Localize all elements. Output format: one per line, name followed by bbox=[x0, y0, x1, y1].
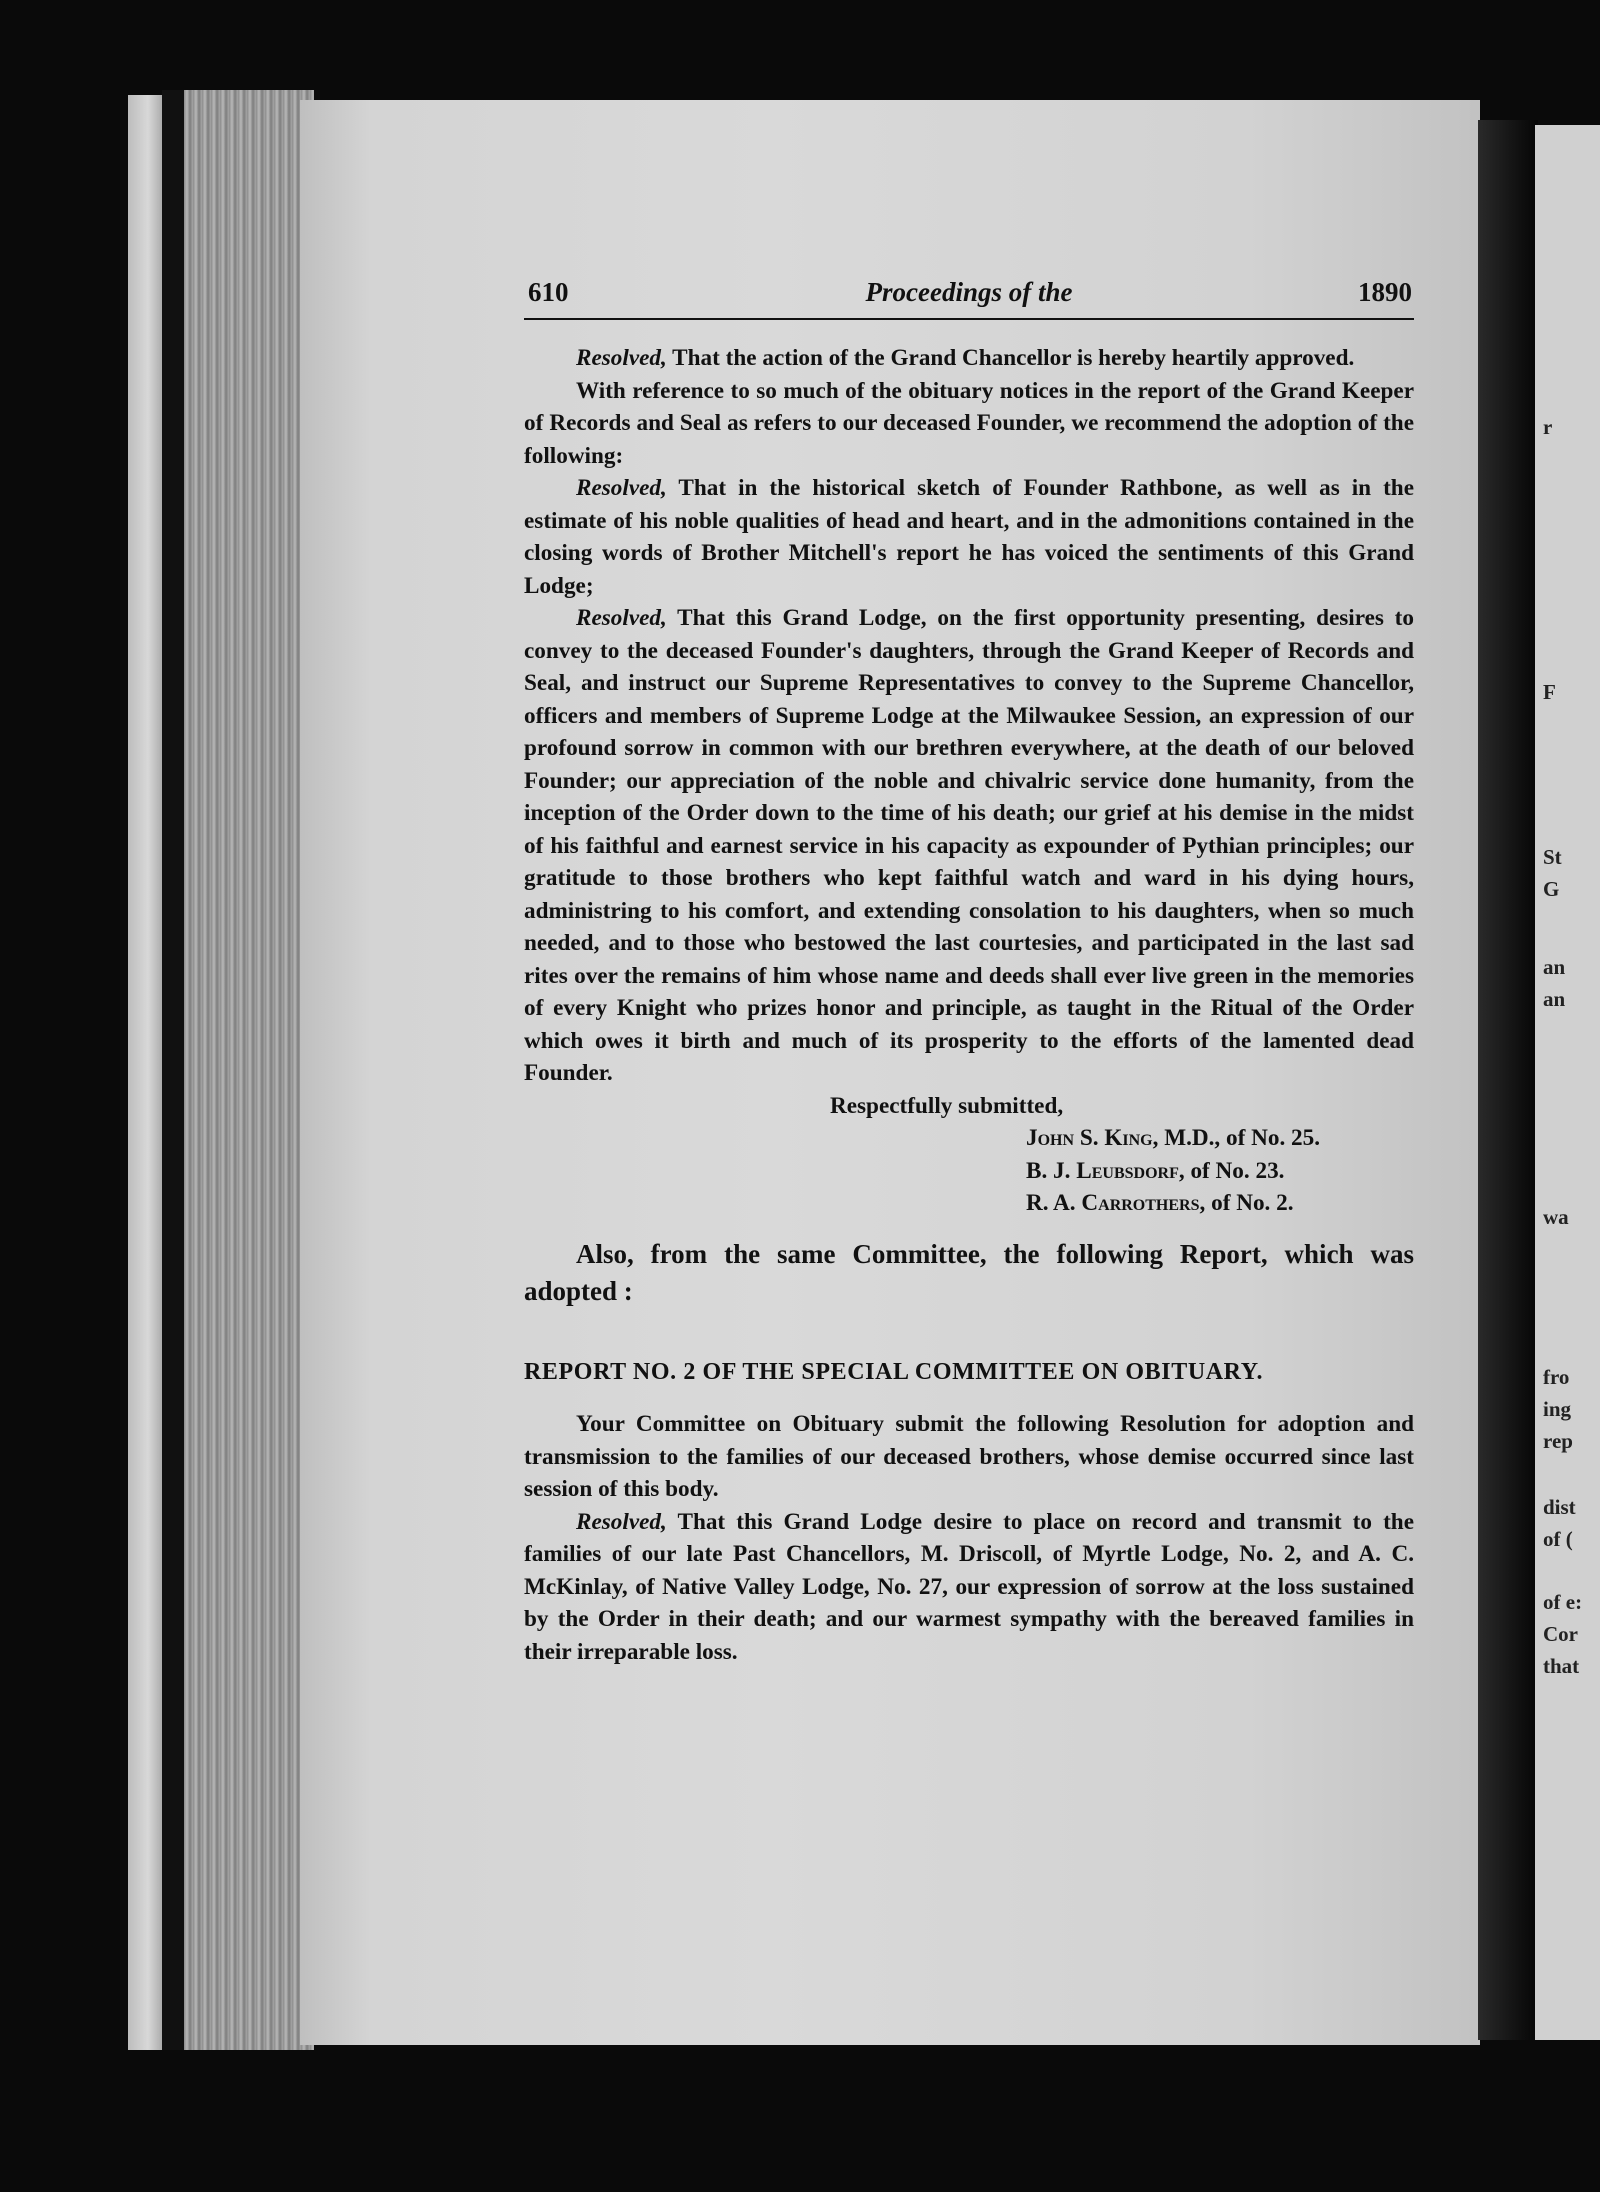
facing-page-fragment: an bbox=[1543, 987, 1566, 1011]
facing-page-fragment: of ( bbox=[1543, 1527, 1573, 1551]
page-year: 1890 bbox=[1358, 277, 1412, 307]
resolution-paragraph bbox=[524, 472, 1414, 602]
header-rule bbox=[524, 318, 1414, 320]
resolved-label: Resolved, bbox=[576, 475, 667, 501]
page-stack bbox=[184, 90, 314, 2050]
facing-page-fragment: F bbox=[1543, 680, 1556, 704]
intro-paragraph: Also, from the same Committee, the following Report, which was adopted : bbox=[524, 1238, 1414, 1306]
facing-page-fragment: Cor bbox=[1543, 1622, 1578, 1646]
submitted-line: Respectfully submitted, bbox=[830, 1092, 1064, 1119]
paragraph-text: With reference to so much of the obituary notices in the report of the Grand Keeper of Records and Seal as refers to our deceased Founder, we recommend the adoption of the following: bbox=[524, 377, 1414, 469]
facing-page-fragment: ing bbox=[1543, 1397, 1572, 1421]
resolution-paragraph bbox=[524, 342, 1414, 375]
resolution-paragraph bbox=[524, 1506, 1414, 1669]
signature-line bbox=[524, 1187, 1414, 1220]
facing-page-fragment: G bbox=[1543, 877, 1560, 901]
paragraph-text: Your Committee on Obituary submit the following Resolution for adoption and transmission to the families of our deceased brothers, whose demise occurred since last session of this body. bbox=[524, 1411, 1414, 1502]
resolved-label: Resolved, bbox=[576, 605, 667, 631]
paragraph bbox=[524, 375, 1414, 473]
facing-page-fragment: rep bbox=[1543, 1429, 1573, 1453]
signatory-suffix: , of No. 2. bbox=[1199, 1190, 1294, 1216]
paragraph bbox=[524, 1408, 1414, 1506]
signatory-suffix: , M.D., of No. 25. bbox=[1152, 1125, 1321, 1151]
facing-page-fragment: wa bbox=[1543, 1205, 1569, 1229]
resolved-label: Resolved, bbox=[576, 1508, 667, 1535]
signatory-suffix: , of No. 23. bbox=[1178, 1157, 1285, 1184]
paragraph-text: That the action of the Grand Chancellor is hereby heartily approved. bbox=[666, 345, 1355, 371]
facing-page-fragment: fro bbox=[1543, 1365, 1570, 1389]
running-head bbox=[524, 270, 1414, 318]
page-title: Proceedings of the bbox=[865, 277, 1073, 307]
page-content bbox=[524, 270, 1414, 1668]
section-heading: REPORT NO. 2 OF THE SPECIAL COMMITTEE ON OBITUARY. bbox=[524, 1358, 1264, 1385]
signatory-name: John S. King bbox=[1026, 1125, 1153, 1151]
book-cover-edge bbox=[162, 90, 184, 2050]
facing-page-fragment: of e: bbox=[1543, 1590, 1583, 1614]
resolved-label: Resolved, bbox=[576, 345, 667, 371]
facing-page-fragment: that bbox=[1543, 1654, 1580, 1678]
facing-page bbox=[1535, 125, 1600, 2040]
facing-page-fragment: r bbox=[1543, 415, 1553, 439]
resolution-paragraph bbox=[524, 602, 1414, 1090]
signature-line bbox=[524, 1122, 1414, 1155]
signature-line bbox=[524, 1155, 1414, 1188]
facing-page-fragment: St bbox=[1543, 845, 1562, 869]
facing-page-fragment: an bbox=[1543, 955, 1566, 979]
signatory-name: B. J. Leubsdorf bbox=[1026, 1157, 1179, 1184]
page-number: 610 bbox=[528, 277, 569, 307]
gutter-shadow bbox=[1478, 120, 1538, 2040]
paragraph-text: That this Grand Lodge, on the first opportunity presenting, desires to convey to the deceased Founder's daughters, through the Grand Keeper of Records and Seal, and instruct our Supreme Representatives to convey to the Supreme Chancellor, officers and members of Supreme Lodge at the Milwaukee Session, an expression of our profound sorrow in common with our brethren everywhere, at the death of our beloved Founder; our appreciation of the noble and chivalric service done humanity, from the inception of the Order down to the time of his death; our grief at his demise in the midst of his faithful and earnest service in his capacity as expounder of Pythian principles; our gratitude to those brothers who kept faithful watch and ward in his dying hours, administring to his comfort, and extending consolation to his daughters, when so much needed, and to those who bestowed the last courtesies, and participated in the last sad rites over the remains of him whose name and deeds shall ever live green in the memories of every Knight who prizes honor and principle, as taught in the Ritual of the Order which owes it birth and much of its prosperity to the efforts of the lamented dead Founder. bbox=[524, 605, 1414, 1086]
signatory-name: R. A. Carrothers bbox=[1026, 1190, 1200, 1216]
paragraph-text: That in the historical sketch of Founder Rathbone, as well as in the estimate of his noble qualities of head and heart, and in the admonitions contained in the closing words of Brother Mitchell's report he has voiced the sentiments of this Grand Lodge; bbox=[524, 475, 1414, 599]
paragraph-text: That this Grand Lodge desire to place on record and transmit to the families of our late Past Chancellors, M. Driscoll, of Myrtle Lodge, No. 2, and A. C. McKinlay, of Native Valley Lodge, No. 27, our expression of sorrow at the loss sustained by the Order in their death; and our warmest sympathy with the bereaved families in their irreparable loss. bbox=[524, 1508, 1414, 1665]
facing-page-fragment: dist bbox=[1543, 1495, 1576, 1519]
